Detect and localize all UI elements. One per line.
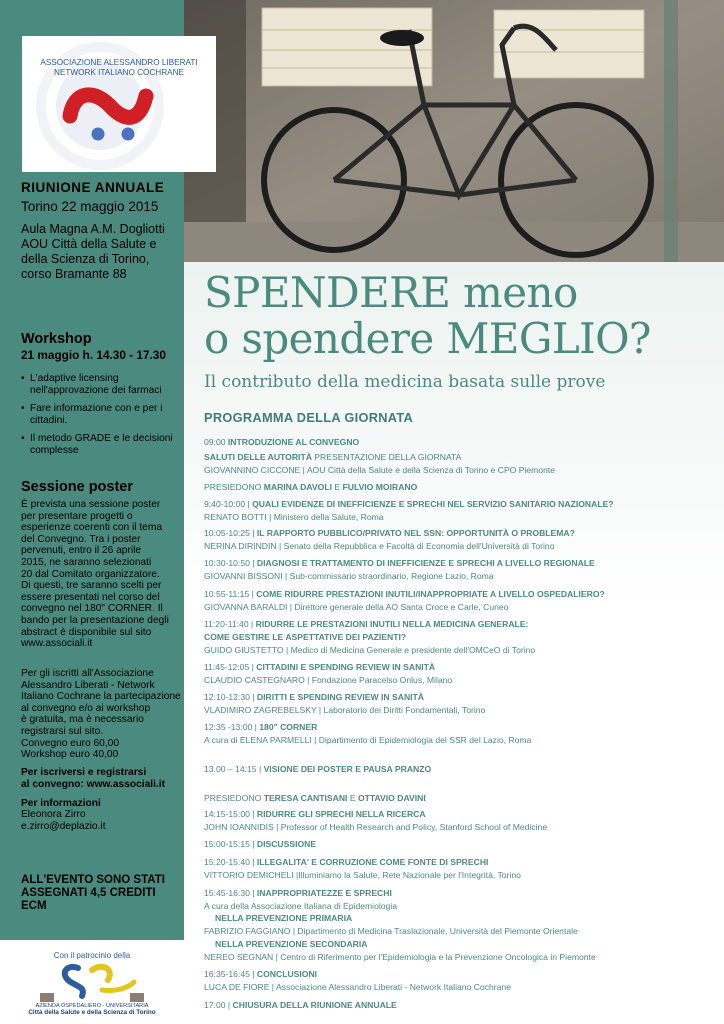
programme-item [204,809,426,819]
text-line: del Convegno. Tra i poster [21,533,141,545]
speaker: JOHN IOANNIDIS | Professor of Health Research and Policy, Stanford School of Medicine [204,822,548,832]
bicycle-photo [184,0,724,262]
text-line: convegno nel 180" CORNER. Il [21,603,163,615]
session-title: RIDURRE LE PRESTAZIONI INUTILI NELLA MEDICINA GENERALE: [255,619,529,629]
contact-email[interactable]: e.zirro@deplazio.it [21,820,106,832]
session-title: IL RAPPORTO PUBBLICO/PRIVATO NEL SSN: OPPORTUNITÀ O PROBLEMA? [256,528,575,538]
speaker: RENATO BOTTI | Ministero della Salute, Roma [204,512,384,522]
text-line: per presentare progetti o [21,510,133,522]
page-title [204,270,651,362]
time: 12:35 -13:00 | [204,722,257,732]
programme-heading: PROGRAMMA DELLA GIORNATA [204,410,414,425]
programme-item [204,558,595,568]
item-line: cittadini. [30,414,68,426]
chairs-label: PRESIEDONO [204,482,262,492]
sub-session [215,939,367,949]
place-line: AOU Città della Salute e [21,237,157,251]
session-title: INAPPROPRIATEZZE E SPRECHI [256,888,392,898]
programme-item [204,499,614,509]
text-line: bando per la presentazione degli [21,614,169,626]
time: 15:45-16:30 | [204,888,255,898]
time: 10:30-10:50 | [204,558,255,568]
session-title: CHIUSURA DELLA RIUNIONE ANNUALE [232,1000,397,1010]
time: 9:40-10:00 | [204,499,250,509]
logo-line-1: ASSOCIAZIONE ALESSANDRO LIBERATI [40,58,198,67]
poster-title: Sessione poster [21,479,134,495]
speaker: GIOVANNINO CICCONE | AOU Città della Salute e della Scienza di Torino e CPO Piemonte [204,465,556,475]
info-contact [21,809,181,832]
session-title: VISIONE DEI POSTER E PAUSA PRANZO [263,764,432,774]
meeting-place [21,222,181,282]
chairs-and: E [349,793,356,803]
ecm-credits [21,874,181,913]
session-title: DIRITTI E SPENDING REVIEW IN SANITÀ [256,692,425,702]
session-title: 180" CORNER [259,722,318,732]
programme-item [204,1000,397,1010]
time: 15:20-15:40 | [204,857,255,867]
programme-item [204,589,605,599]
speaker: FABRIZIO FAGGIANO | Dipartimento di Medicina Traslazionale, Università del Piemonte Orientale [204,926,578,936]
patronage-label: Con il patrocinio della [53,951,131,960]
text-line: Alessandro Liberati - Network [21,679,155,691]
cochrane-logo-icon [22,36,216,172]
item-line: • Il metodo GRADE e le decisioni [30,433,173,444]
speaker: A cura di ELENA PARMELLI | Dipartimento di Epidemiologia del SSR del Lazio, Roma [204,735,532,745]
workshop-when: 21 maggio h. 14.30 - 17.30 [21,348,166,362]
time: 09:00 [204,437,226,447]
programme-item [204,722,317,732]
session-title: ILLEGALITA' E CORRUZIONE COME FONTE DI SPRECHI [256,857,489,867]
session-title: INTRODUZIONE AL CONVEGNO [227,437,360,447]
programme-item [204,764,431,774]
text-line: Italiano Cochrane la partecipazione [21,691,181,703]
hospital-name [0,1003,184,1016]
chairs-and: E [334,482,341,492]
meeting-date: Torino 22 maggio 2015 [21,199,159,214]
text-line: Workshop euro 40,00 [21,749,119,761]
text-line: essere presentati nel corso del [21,591,160,603]
chairs [204,482,417,492]
text-line: 2015, ne saranno selezionati [21,556,152,568]
logo-line-2: NETWORK ITALIANO COCHRANE [54,67,184,77]
session-title-continued [204,632,406,642]
programme-item [204,888,392,898]
programme-item [204,528,575,538]
session-title: DIAGNOSI E TRATTAMENTO DI INEFFICIENZE E SPRECHI A LIVELLO REGIONALE [256,558,595,568]
association-logo [22,36,216,172]
sub-session-title: NELLA PREVENZIONE PRIMARIA [215,913,353,923]
speaker: GIOVANNI BISSONI | Sub-commissario straordinario, Regione Lazio, Roma [204,571,494,581]
workshop-title: Workshop [21,331,92,347]
list-item [21,433,181,456]
place-line: Aula Magna A.M. Dogliotti [21,222,165,236]
hospital-name-line-2: Città della Salute e della Scienza di Torino [28,1008,156,1016]
time: 13.00 – 14:15 | [204,764,262,774]
registration-link[interactable]: al convegno: www.associali.it [21,778,165,790]
session-title: COME GESTIRE LE ASPETTATIVE DEI PAZIENTI? [204,632,407,642]
meeting-title: RIUNIONE ANNUALE [21,180,165,195]
time: 16:35-16:45 | [204,969,255,979]
time: 12:10-12:30 | [204,692,255,702]
chairs [204,793,426,803]
chair-name: FULVIO MOIRANO [342,482,418,492]
speaker: VLADIMIRO ZAGREBELSKY | Laboratorio dei Diritti Fondamentali, Torino [204,705,486,715]
time: 10:55-11:15 | [204,589,254,599]
text-line: al convegno e/o ai workshop [21,702,151,714]
registration-cta [21,767,181,790]
hospital-name-line-1: AZIENDA OSPEDALIERO - UNIVERSITARIA [35,1003,149,1009]
contact-name: Eleonora Zirro [21,809,86,820]
speaker: VITTORIO DEMICHELI |Illuminiamo la Salute, Rete Nazionale per l'Integrità, Torino [204,870,521,880]
session-title: CITTADINI E SPENDING REVIEW IN SANITÀ [256,662,436,672]
speaker: CLAUDIO CASTEGNARO | Fondazione Paracelso Onlus, Milano [204,675,453,685]
item-line: • Fare informazione con e per i [30,403,163,414]
item-line: complesse [30,444,79,456]
time: 11:45-12:05 | [204,662,254,672]
time: 17:00 | [204,1000,231,1010]
item-line: nell'approvazione dei farmaci [30,384,162,396]
list-item [21,403,181,426]
programme-item [204,839,316,849]
text-line: esperienze coerenti con il tema [21,522,163,534]
session-title: QUALI EVIDENZE DI INEFFICIENZE E SPRECHI NEL SERVIZIO SANITARIO NAZIONALE? [252,499,614,509]
text-line: ASSEGNATI 4,5 CREDITI ECM [21,887,156,912]
text-line: Di questi, tre saranno scelti per [21,580,162,592]
text-line: È prevista una sessione poster [21,499,161,510]
sub-session-title: NELLA PREVENZIONE SECONDARIA [215,939,368,949]
speaker: NEREO SEGNAN | Centro di Riferimento per l'Epidemiologia e la Prevenzione Oncologica in Piemonte [204,952,596,962]
text-line: registrarsi sul sito. [21,725,104,737]
title-line-2: o spendere MEGLIO? [204,314,651,363]
time: 14:15-15:00 | [204,809,255,819]
session-title: CONCLUSIONI [256,969,318,979]
speaker: GUIDO GIUSTETTO | Medico di Medicina Generale e presidente dell'OMCeO di Torino [204,645,536,655]
workshop-list [21,373,181,463]
text-line: 20 dal Comitato organizzatore. [21,568,160,580]
list-item [21,373,181,396]
time: 11:20-11:40 | [204,619,254,629]
title-line-1: SPENDERE meno [204,268,578,317]
chair-name: OTTAVIO DAVINI [357,793,426,803]
text-line: abstract è disponibile sul sito [21,626,152,638]
text-line: ALL'EVENTO SONO STATI [21,874,165,886]
speaker: GIOVANNA BARALDI | Direttore generale della AO Santa Croce e Carle, Cuneo [204,602,509,612]
speaker: A cura della Associazione Italiana di Epidemiologia [204,901,398,911]
chair-name: TERESA CANTISANI [263,793,348,803]
session-title: RIDURRE GLI SPRECHI NELLA RICERCA [256,809,426,819]
page-subtitle: Il contributo della medicina basata sulle prove [204,372,606,392]
hospital-logo-icon [30,960,154,1004]
programme-item [204,619,528,629]
place-line: corso Bramante 88 [21,267,127,281]
speaker: LUCA DE FIORE | Associazione Alessandro Liberati - Network Italiano Cochrane [204,982,511,992]
registration-text [21,668,181,761]
session-note: PRESENTAZIONE DELLA GIORNATA [314,452,462,462]
text-line: Convegno euro 60,00 [21,737,119,749]
programme-item [204,662,435,672]
speaker: NERINA DIRINDIN | Senato della Repubblica e Facoltà di Economia dell'Università di Torino [204,541,555,551]
chairs-label: PRESIEDONO [204,793,262,803]
programme-item [204,437,359,447]
programme-item [204,692,424,702]
website-link[interactable]: www.associali.it [21,638,93,650]
programme-item [204,452,461,462]
text-line: è gratuita, ma è necessario [21,714,144,726]
poster-text [21,499,181,650]
programme-item [204,857,488,867]
session-title: SALUTI DELLE AUTORITÀ [204,452,312,462]
time: 10:05-10:25 | [204,528,255,538]
sub-session [215,913,352,923]
text-line: pervenuti, entro il 26 aprile [21,545,142,557]
bicycle-image-icon [184,0,724,262]
item-line: • L'adaptive licensing [30,373,119,384]
text-line: Per iscriversi e registrarsi [21,767,147,778]
text-line: Per gli iscritti all'Associazione [21,668,154,679]
place-line: della Scienza di Torino, [21,252,150,266]
time: 15:00-15:15 | [204,839,255,849]
info-title: Per informazioni [21,798,101,809]
session-title: COME RIDURRE PRESTAZIONI INUTILI/INAPPROPRIATE A LIVELLO OSPEDALIERO? [256,589,605,599]
chair-name: MARINA DAVOLI [263,482,332,492]
session-title: DISCUSSIONE [256,839,317,849]
programme-item [204,969,317,979]
